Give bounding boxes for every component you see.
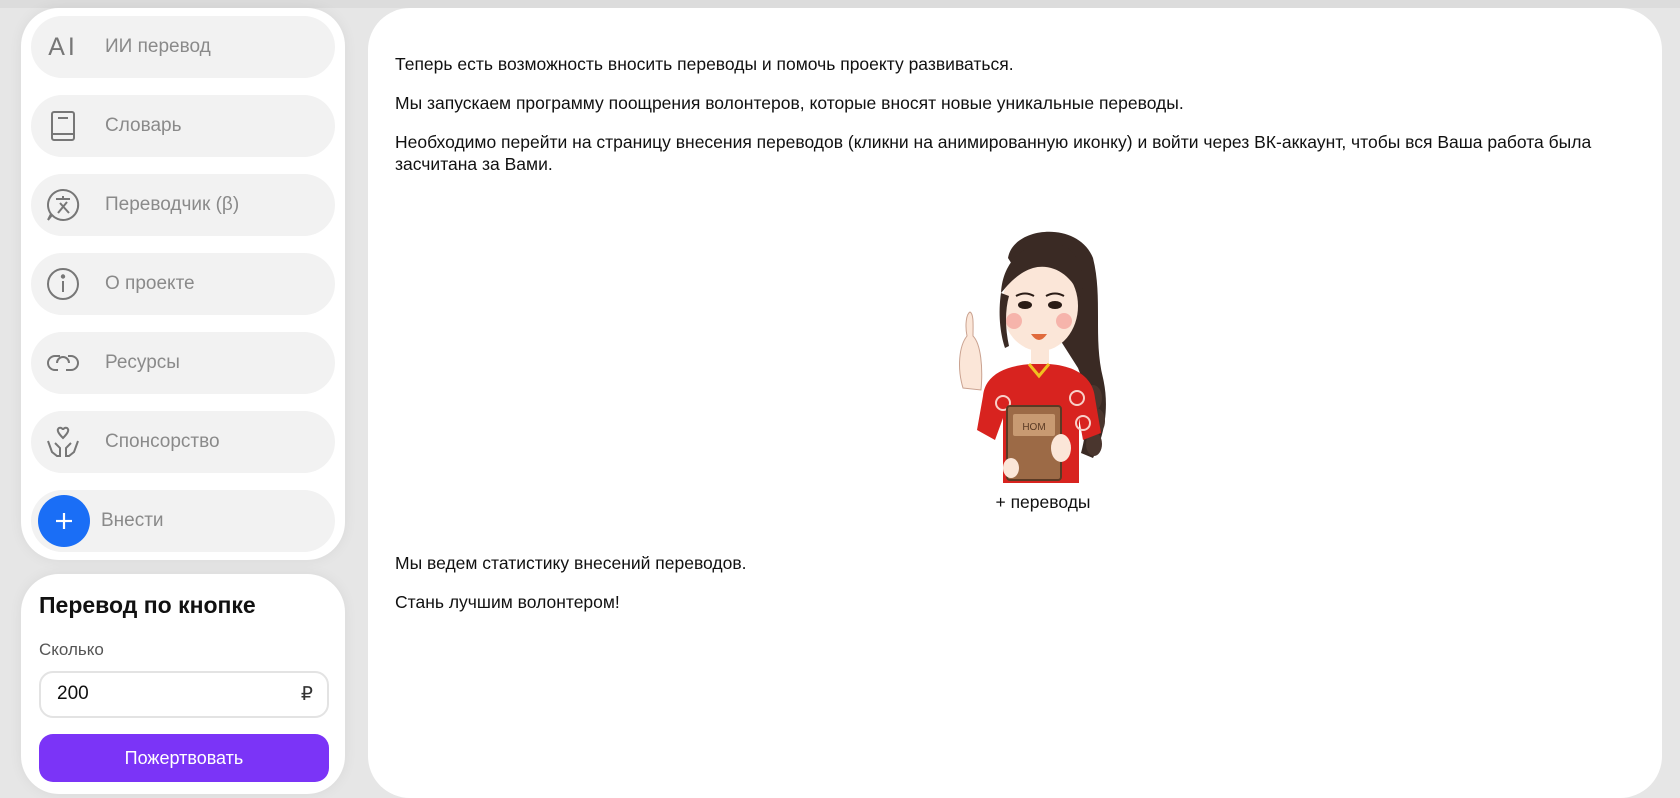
sidebar-item-about[interactable] [31,253,335,315]
sidebar-nav [21,8,345,560]
sidebar-item-label: Внести [101,510,164,531]
heart-hands-icon [43,422,83,462]
sidebar-item-dictionary[interactable] [31,95,335,157]
sidebar-item-ai-translate[interactable] [31,16,335,78]
sidebar-item-label: Спонсорство [105,431,220,452]
main-panel [368,8,1662,798]
sidebar-item-label: Переводчик (β) [105,194,240,215]
sidebar-item-translator[interactable] [31,174,335,236]
sidebar-item-contribute[interactable] [31,490,335,552]
sidebar-item-label: О проекте [105,273,195,294]
amount-input[interactable] [57,683,277,705]
top-band [0,0,1680,8]
amount-label: Сколько [39,640,104,659]
donate-card [21,574,345,794]
sidebar-item-label: Ресурсы [105,352,180,373]
sidebar-item-resources[interactable] [31,332,335,394]
ai-text-icon: AI [48,32,78,61]
sidebar-item-label: ИИ перевод [105,36,211,57]
svg-text:НОМ: НОМ [1022,422,1046,433]
statistics-paragraph: Мы ведем статистику внесений переводов. [395,553,747,573]
donate-title: Перевод по кнопке [39,592,256,618]
sidebar-item-sponsorship[interactable] [31,411,335,473]
currency-symbol: ₽ [300,684,313,705]
translate-icon [43,185,83,225]
instructions-paragraph: Необходимо перейти на страницу внесения переводов (кликни на анимированную иконку) и войти через ВК-аккаунт, чтобы вся Ваша работа была засчитана за Вами. [395,132,1592,174]
amount-field[interactable] [39,671,329,718]
mascot-animated-icon[interactable] [943,218,1143,488]
intro-paragraph: Теперь есть возможность вносить переводы и помочь проекту развиваться. [395,54,1014,74]
plus-icon[interactable] [38,495,90,547]
info-icon [43,264,83,304]
link-icon [43,343,83,383]
mascot-caption: + переводы [995,492,1091,512]
call-to-action-paragraph: Стань лучшим волонтером! [395,592,620,612]
book-icon [43,106,83,146]
donate-button[interactable]: Пожертвовать [39,734,329,782]
program-paragraph: Мы запускаем программу поощрения волонтеров, которые вносят новые уникальные переводы. [395,93,1184,113]
sidebar-item-label: Словарь [105,115,182,136]
